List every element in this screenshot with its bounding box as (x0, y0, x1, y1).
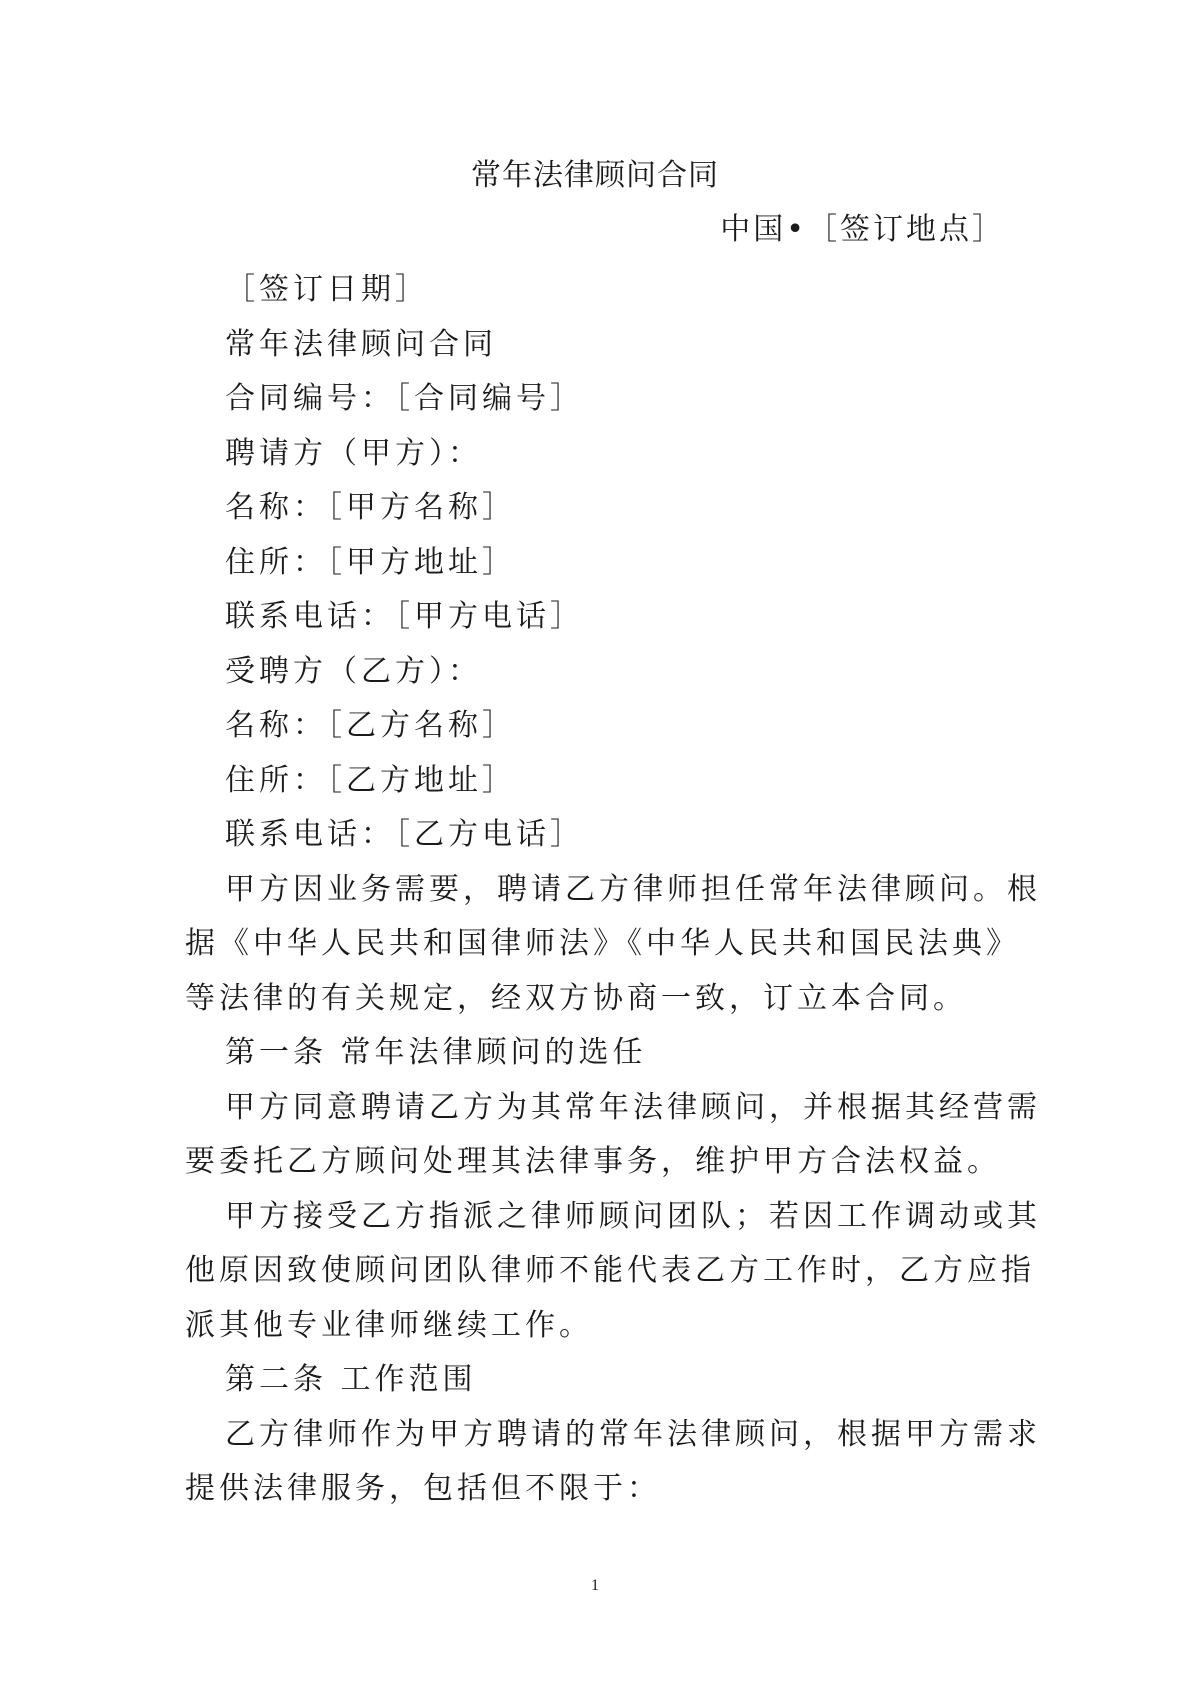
body-line: 常年法律顾问合同 (225, 326, 497, 362)
body-line: 名称：［乙方名称］ (225, 708, 516, 743)
body-line: 受聘方（乙方）： (225, 653, 482, 689)
body-line: 名称：［甲方名称］ (225, 490, 516, 525)
body-line: ［签订日期］ (225, 272, 429, 307)
body-line: 联系电话：［乙方电话］ (225, 817, 584, 852)
body-line: 甲方接受乙方指派之律师顾问团队；若因工作调动或其 (225, 1198, 1041, 1234)
body-line: 甲方因业务需要，聘请乙方律师担任常年法律顾问。根 (225, 871, 1041, 907)
body-line: 甲方同意聘请乙方为其常年法律顾问，并根据其经营需 (225, 1089, 1041, 1125)
body-line: 合同编号：［合同编号］ (225, 381, 584, 416)
body-line: 乙方律师作为甲方聘请的常年法律顾问，根据甲方需求 (225, 1416, 1041, 1452)
signing-location: 中国•［签订地点］ (720, 212, 1005, 247)
body-line: 住所：［乙方地址］ (225, 762, 516, 798)
body-line: 他原因致使顾问团队律师不能代表乙方工作时，乙方应指 (185, 1253, 1035, 1288)
body-line: 聘请方（甲方）： (225, 435, 482, 471)
document-body (185, 263, 1041, 1517)
body-line: 派其他专业律师继续工作。 (185, 1307, 593, 1343)
body-line: 要委托乙方顾问处理其法律事务，维护甲方合法权益。 (185, 1144, 1001, 1179)
body-line: 联系电话：［甲方电话］ (225, 599, 584, 634)
body-line: 住所：［甲方地址］ (225, 544, 516, 580)
body-line: 据《中华人民共和国律师法》《中华人民共和国民法典》 (185, 926, 1020, 961)
document-title: 常年法律顾问合同 (471, 158, 719, 193)
page-number: 1 (591, 1577, 599, 1594)
body-line: 第一条 常年法律顾问的选任 (225, 1035, 647, 1070)
body-line: 等法律的有关规定，经双方协商一致，订立本合同。 (185, 980, 967, 1016)
body-line: 提供法律服务，包括但不限于： (185, 1471, 661, 1506)
body-line: 第二条 工作范围 (225, 1362, 477, 1397)
